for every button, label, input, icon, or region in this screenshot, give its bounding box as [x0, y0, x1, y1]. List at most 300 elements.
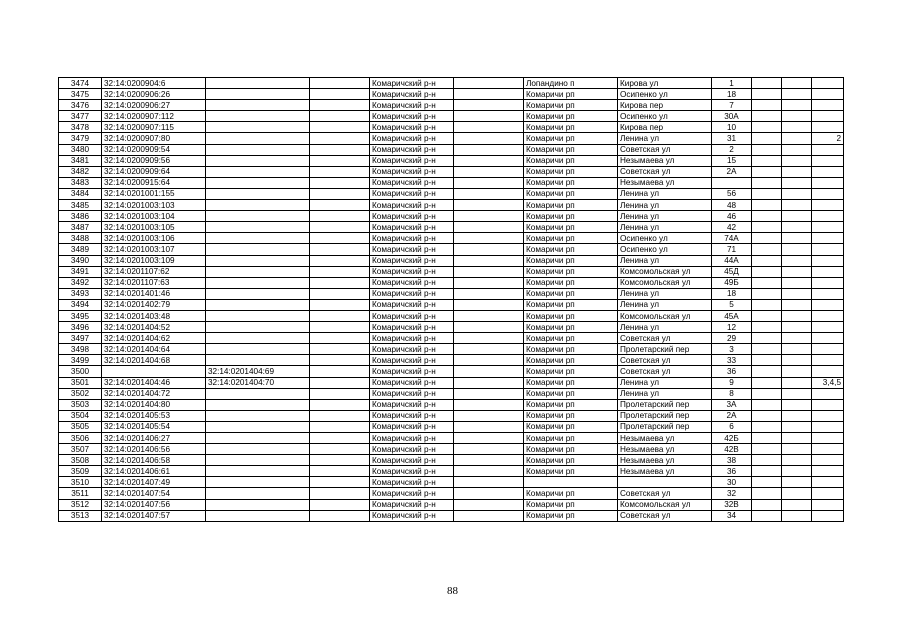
table-cell: 32:14:0200906:27 [102, 100, 206, 111]
table-cell: 32:14:0201401:46 [102, 288, 206, 299]
table-cell: 32:14:0201406:56 [102, 444, 206, 455]
table-cell [812, 322, 844, 333]
table-cell: 3479 [59, 133, 102, 144]
table-cell: Осипенко ул [618, 233, 712, 244]
table-cell: 32:14:0201407:57 [102, 510, 206, 521]
table-cell [206, 444, 310, 455]
table-cell: Комаричи рп [524, 377, 618, 388]
table-row [59, 444, 844, 455]
table-cell: 18 [712, 288, 752, 299]
table-cell: 3511 [59, 488, 102, 499]
table-cell [812, 166, 844, 177]
table-cell [310, 255, 370, 266]
table-cell [812, 299, 844, 310]
table-cell [782, 233, 812, 244]
table-cell: 1 [712, 78, 752, 89]
table-cell: 32 [712, 488, 752, 499]
table-cell [812, 410, 844, 421]
table-cell: 3474 [59, 78, 102, 89]
table-cell: 3483 [59, 177, 102, 188]
table-cell: 32:14:0201404:68 [102, 355, 206, 366]
table-cell [310, 222, 370, 233]
table-cell: Комаричи рп [524, 355, 618, 366]
table-cell [310, 377, 370, 388]
table-cell [206, 499, 310, 510]
table-cell: Комаричи рп [524, 310, 618, 321]
table-cell [310, 177, 370, 188]
table-cell [310, 188, 370, 199]
table-cell [752, 388, 782, 399]
table-cell [752, 455, 782, 466]
table-cell: 42В [712, 444, 752, 455]
table-cell: Комаричский р-н [370, 233, 454, 244]
table-cell [752, 89, 782, 100]
table-cell: 5 [712, 299, 752, 310]
table-cell: 3476 [59, 100, 102, 111]
table-cell [310, 288, 370, 299]
table-cell: 3502 [59, 388, 102, 399]
table-cell [310, 133, 370, 144]
table-cell: Советская ул [618, 510, 712, 521]
table-cell: Ленина ул [618, 222, 712, 233]
table-cell: 32:14:0200904:6 [102, 78, 206, 89]
table-cell: Советская ул [618, 166, 712, 177]
page-number: 88 [447, 585, 458, 597]
table-cell: 3495 [59, 310, 102, 321]
table-cell [752, 377, 782, 388]
table-cell: 36 [712, 466, 752, 477]
table-cell: Кирова пер [618, 122, 712, 133]
table-cell [752, 177, 782, 188]
table-cell [454, 322, 524, 333]
table-cell [206, 244, 310, 255]
table-cell [782, 155, 812, 166]
table-cell: 2А [712, 410, 752, 421]
table-cell [782, 477, 812, 488]
table-cell [310, 310, 370, 321]
table-cell: 32:14:0200907:80 [102, 133, 206, 144]
table-cell [812, 366, 844, 377]
table-cell [454, 299, 524, 310]
table-cell [524, 477, 618, 488]
table-cell [454, 488, 524, 499]
table-cell: 38 [712, 455, 752, 466]
table-cell [782, 433, 812, 444]
table-cell: Ленина ул [618, 188, 712, 199]
table-cell: 3477 [59, 111, 102, 122]
table-cell: Осипенко ул [618, 89, 712, 100]
table-cell [454, 133, 524, 144]
table-cell: Комаричский р-н [370, 399, 454, 410]
table-cell [782, 188, 812, 199]
table-cell: Комаричский р-н [370, 477, 454, 488]
table-cell [206, 299, 310, 310]
table-row [59, 388, 844, 399]
table-row [59, 421, 844, 432]
table-cell [782, 444, 812, 455]
table-row [59, 89, 844, 100]
table-cell: 3506 [59, 433, 102, 444]
table-cell [752, 144, 782, 155]
table-cell: Комаричский р-н [370, 333, 454, 344]
table-cell [782, 244, 812, 255]
table-cell [310, 144, 370, 155]
table-cell [782, 466, 812, 477]
table-cell [812, 399, 844, 410]
table-cell: Комаричский р-н [370, 222, 454, 233]
table-cell: Советская ул [618, 366, 712, 377]
table-cell: Пролетарский пер [618, 421, 712, 432]
table-cell: 3497 [59, 333, 102, 344]
table-cell [310, 322, 370, 333]
table-cell: 3504 [59, 410, 102, 421]
table-cell: 32:14:0200907:112 [102, 111, 206, 122]
table-cell: 34 [712, 510, 752, 521]
table-cell: 32:14:0201405:54 [102, 421, 206, 432]
table-cell: Комаричи рп [524, 288, 618, 299]
table-cell: 3485 [59, 200, 102, 211]
table-cell [454, 421, 524, 432]
table-cell [752, 399, 782, 410]
table-cell: Советская ул [618, 355, 712, 366]
table-cell [206, 222, 310, 233]
table-cell [752, 188, 782, 199]
table-cell: Комаричский р-н [370, 266, 454, 277]
table-cell [812, 488, 844, 499]
table-cell: 32:14:0200906:26 [102, 89, 206, 100]
table-cell: Комаричский р-н [370, 100, 454, 111]
table-cell [206, 433, 310, 444]
table-cell: Комаричи рп [524, 244, 618, 255]
table-cell: Комаричский р-н [370, 288, 454, 299]
table-cell [310, 499, 370, 510]
table-cell: Комаричский р-н [370, 133, 454, 144]
table-cell: Комаричский р-н [370, 78, 454, 89]
table-cell [812, 477, 844, 488]
table-cell: Комаричский р-н [370, 488, 454, 499]
table-cell: Комаричский р-н [370, 155, 454, 166]
table-cell: Ленина ул [618, 299, 712, 310]
table-cell: Комаричский р-н [370, 510, 454, 521]
table-cell: 49Б [712, 277, 752, 288]
table-cell [310, 266, 370, 277]
table-row [59, 355, 844, 366]
table-cell [454, 155, 524, 166]
table-cell: Комаричи рп [524, 466, 618, 477]
table-cell: Ленина ул [618, 322, 712, 333]
table-cell: Комаричи рп [524, 410, 618, 421]
table-cell: Комаричи рп [524, 277, 618, 288]
table-cell [782, 288, 812, 299]
table-cell: 32:14:0200909:64 [102, 166, 206, 177]
table-cell [454, 89, 524, 100]
table-row [59, 499, 844, 510]
table-cell [782, 510, 812, 521]
table-cell: 15 [712, 155, 752, 166]
table-cell: 44А [712, 255, 752, 266]
table-row [59, 177, 844, 188]
table-cell: 32:14:0201003:105 [102, 222, 206, 233]
table-cell [812, 455, 844, 466]
table-cell: Советская ул [618, 144, 712, 155]
table-cell [752, 433, 782, 444]
table-cell: Комаричи рп [524, 89, 618, 100]
table-row [59, 433, 844, 444]
table-cell [782, 200, 812, 211]
table-cell [782, 366, 812, 377]
table-cell [454, 266, 524, 277]
table-cell [310, 344, 370, 355]
table-cell: Комсомольская ул [618, 310, 712, 321]
table-cell: 3508 [59, 455, 102, 466]
table-cell: Комаричи рп [524, 488, 618, 499]
table-cell [812, 222, 844, 233]
table-cell: 45А [712, 310, 752, 321]
table-cell [454, 122, 524, 133]
table-cell [752, 477, 782, 488]
table-cell [206, 410, 310, 421]
table-cell: 42Б [712, 433, 752, 444]
table-cell [812, 421, 844, 432]
table-cell [454, 200, 524, 211]
table-cell: Пролетарский пер [618, 410, 712, 421]
table-cell: Комаричский р-н [370, 111, 454, 122]
table-cell: Осипенко ул [618, 244, 712, 255]
table-cell: Комаричский р-н [370, 144, 454, 155]
table-cell [752, 466, 782, 477]
table-cell [206, 344, 310, 355]
table-cell [310, 166, 370, 177]
table-cell: 32:14:0201407:49 [102, 477, 206, 488]
table-cell: 12 [712, 322, 752, 333]
table-cell [782, 255, 812, 266]
table-cell: Комаричи рп [524, 333, 618, 344]
table-cell [812, 177, 844, 188]
table-cell [310, 155, 370, 166]
table-cell: 32:14:0200909:56 [102, 155, 206, 166]
table-cell: Комсомольская ул [618, 277, 712, 288]
table-cell [812, 510, 844, 521]
table-cell: Комаричи рп [524, 166, 618, 177]
table-cell [310, 333, 370, 344]
table-cell [454, 177, 524, 188]
table-cell [752, 133, 782, 144]
table-cell [752, 366, 782, 377]
table-cell: 3490 [59, 255, 102, 266]
table-cell: 3484 [59, 188, 102, 199]
table-cell: 3499 [59, 355, 102, 366]
table-cell: Комаричский р-н [370, 421, 454, 432]
table-cell [782, 122, 812, 133]
table-cell [206, 211, 310, 222]
table-cell: 32:14:0201404:46 [102, 377, 206, 388]
table-cell: Советская ул [618, 488, 712, 499]
table-cell [206, 333, 310, 344]
table-cell: Комаричи рп [524, 399, 618, 410]
table-cell [812, 310, 844, 321]
table-cell [454, 211, 524, 222]
table-cell [454, 288, 524, 299]
table-row [59, 399, 844, 410]
table-cell [752, 299, 782, 310]
table-cell: 32:14:0201407:54 [102, 488, 206, 499]
table-cell [310, 444, 370, 455]
registry-table [58, 77, 844, 522]
table-cell: Незымаева ул [618, 466, 712, 477]
table-cell: 3503 [59, 399, 102, 410]
table-row [59, 466, 844, 477]
table-cell [206, 288, 310, 299]
table-cell: Комаричский р-н [370, 455, 454, 466]
table-cell [752, 444, 782, 455]
table-cell: Лопандино п [524, 78, 618, 89]
table-cell [310, 410, 370, 421]
table-cell: 32:14:0201402:79 [102, 299, 206, 310]
table-row [59, 322, 844, 333]
table-cell: 3478 [59, 122, 102, 133]
table-cell [454, 166, 524, 177]
table-cell [782, 455, 812, 466]
table-cell [454, 477, 524, 488]
table-cell [812, 266, 844, 277]
table-cell [812, 499, 844, 510]
table-cell [812, 211, 844, 222]
table-row [59, 366, 844, 377]
table-cell [206, 322, 310, 333]
table-cell [206, 277, 310, 288]
table-cell [812, 144, 844, 155]
table-cell [206, 233, 310, 244]
table-cell [206, 466, 310, 477]
table-cell: Кирова пер [618, 100, 712, 111]
table-cell [206, 488, 310, 499]
table-cell: Ленина ул [618, 211, 712, 222]
table-cell: 32:14:0201404:80 [102, 399, 206, 410]
table-cell: Комаричи рп [524, 366, 618, 377]
table-cell: 2 [812, 133, 844, 144]
table-cell [782, 166, 812, 177]
table-cell [206, 421, 310, 432]
table-cell: Комаричи рп [524, 388, 618, 399]
table-cell: Незымаева ул [618, 444, 712, 455]
table-cell: 3498 [59, 344, 102, 355]
table-cell: 3481 [59, 155, 102, 166]
table-row [59, 244, 844, 255]
table-cell: 3482 [59, 166, 102, 177]
table-cell [206, 177, 310, 188]
table-cell [812, 433, 844, 444]
table-cell [454, 399, 524, 410]
table-cell: 3509 [59, 466, 102, 477]
table-cell [812, 388, 844, 399]
table-cell: 8 [712, 388, 752, 399]
table-cell: 3493 [59, 288, 102, 299]
table-cell [752, 78, 782, 89]
table-cell: 31 [712, 133, 752, 144]
table-cell: 32:14:0200915:64 [102, 177, 206, 188]
table-cell: 3489 [59, 244, 102, 255]
table-cell: Комаричи рп [524, 322, 618, 333]
table-cell: 32:14:0201001:155 [102, 188, 206, 199]
table-cell: Комаричский р-н [370, 444, 454, 455]
table-cell [102, 366, 206, 377]
table-cell: 32:14:0200907:115 [102, 122, 206, 133]
table-row [59, 277, 844, 288]
table-cell [206, 89, 310, 100]
table-cell [752, 111, 782, 122]
table-row [59, 78, 844, 89]
table-row [59, 344, 844, 355]
table-cell [782, 299, 812, 310]
table-cell: 3500 [59, 366, 102, 377]
table-cell: 3488 [59, 233, 102, 244]
table-row [59, 455, 844, 466]
table-cell: 3505 [59, 421, 102, 432]
table-row [59, 111, 844, 122]
table-cell [454, 377, 524, 388]
table-cell: 32:14:0201107:63 [102, 277, 206, 288]
table-cell [752, 200, 782, 211]
table-cell: 2 [712, 144, 752, 155]
table-cell [812, 122, 844, 133]
table-cell: Комаричи рп [524, 144, 618, 155]
table-cell [454, 255, 524, 266]
table-cell: Комаричи рп [524, 100, 618, 111]
table-cell [310, 510, 370, 521]
table-cell: Комсомольская ул [618, 499, 712, 510]
table-cell [206, 266, 310, 277]
table-cell: Комаричский р-н [370, 322, 454, 333]
table-cell [752, 277, 782, 288]
table-cell [310, 355, 370, 366]
table-cell [812, 200, 844, 211]
table-row [59, 100, 844, 111]
table-cell: Комаричский р-н [370, 122, 454, 133]
table-cell: 3487 [59, 222, 102, 233]
table-cell [752, 166, 782, 177]
table-row [59, 310, 844, 321]
table-cell [310, 89, 370, 100]
table-cell [206, 310, 310, 321]
table-cell: 3 [712, 344, 752, 355]
table-row [59, 288, 844, 299]
table-cell: Комаричи рп [524, 211, 618, 222]
table-cell [782, 310, 812, 321]
table-cell: 46 [712, 211, 752, 222]
table-cell [310, 111, 370, 122]
table-cell: Комаричский р-н [370, 433, 454, 444]
table-cell [310, 399, 370, 410]
table-cell: 74А [712, 233, 752, 244]
table-cell [782, 222, 812, 233]
table-cell [454, 111, 524, 122]
table-cell: Комаричский р-н [370, 277, 454, 288]
table-cell: 32:14:0201404:52 [102, 322, 206, 333]
table-cell [206, 111, 310, 122]
table-cell [782, 266, 812, 277]
table-cell: 42 [712, 222, 752, 233]
table-cell: Комаричи рп [524, 444, 618, 455]
table-cell [752, 122, 782, 133]
table-cell: 32:14:0201404:72 [102, 388, 206, 399]
table-cell [812, 277, 844, 288]
table-cell: 3480 [59, 144, 102, 155]
table-cell: 45Д [712, 266, 752, 277]
table-cell [454, 277, 524, 288]
table-row [59, 144, 844, 155]
table-cell: 32:14:0201003:106 [102, 233, 206, 244]
table-cell [782, 488, 812, 499]
